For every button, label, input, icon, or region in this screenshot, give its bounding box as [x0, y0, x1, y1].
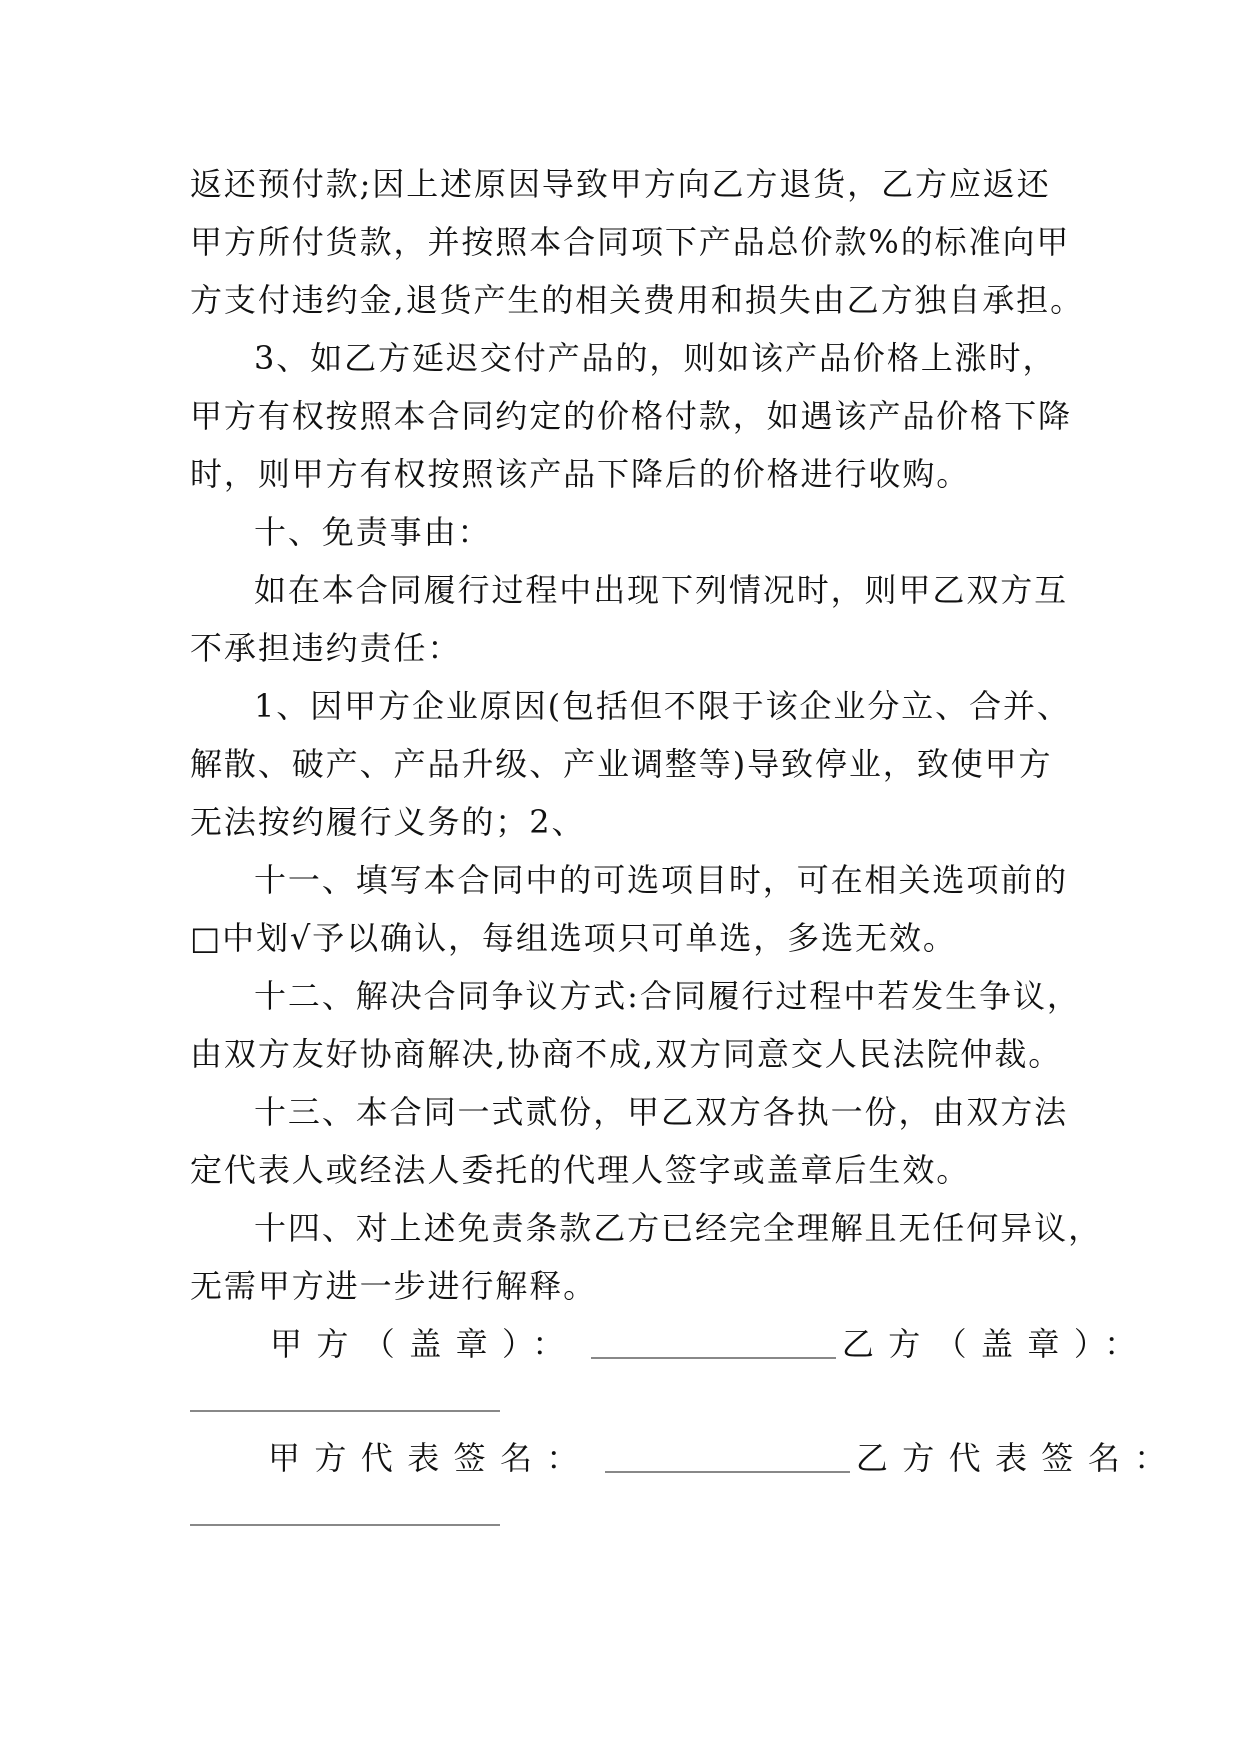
text-line: □中划√予以确认，每组选项只可单选，多选无效。	[190, 919, 957, 957]
text-line: 方支付违约金,退货产生的相关费用和损失由乙方独自承担。	[190, 281, 1085, 319]
text-line: 时，则甲方有权按照该产品下降后的价格进行收购。	[190, 455, 971, 493]
party-a-seal-label: 甲方（盖章）：	[270, 1325, 579, 1363]
text-line: 十一、填写本合同中的可选项目时，可在相关选项前的	[254, 861, 1069, 899]
party-a-rep-label: 甲方代表签名：	[268, 1439, 593, 1477]
seal-signature-row	[270, 1322, 1151, 1366]
text-line: 不承担违约责任：	[190, 629, 462, 667]
representative-signature-row	[268, 1436, 1181, 1480]
party-b-rep-label: 乙方代表签名：	[855, 1439, 1181, 1477]
text-line: 3、如乙方延迟交付产品的，则如该产品价格上涨时，	[254, 339, 1057, 377]
text-line: 十四、对上述免责条款乙方已经完全理解且无任何异议，	[254, 1209, 1103, 1247]
party-b-rep-blank[interactable]	[190, 1524, 500, 1526]
party-a-rep-blank[interactable]	[605, 1471, 850, 1473]
text-line: 解散、破产、产品升级、产业调整等)导致停业，致使甲方	[190, 745, 1053, 783]
text-line: 由双方友好协商解决,协商不成,双方同意交人民法院仲裁。	[190, 1035, 1063, 1073]
text-line: 十三、本合同一式贰份，甲乙双方各执一份，由双方法	[254, 1093, 1069, 1131]
text-line: 甲方有权按照本合同约定的价格付款，如遇该产品价格下降	[190, 397, 1072, 435]
section-heading: 十、免责事由：	[254, 513, 492, 551]
text-line: 定代表人或经法人委托的代理人签字或盖章后生效。	[190, 1151, 971, 1189]
text-line: 返还预付款;因上述原因导致甲方向乙方退货，乙方应返还	[190, 165, 1051, 203]
party-b-seal-blank[interactable]	[190, 1410, 500, 1412]
text-line: 1、因甲方企业原因(包括但不限于该企业分立、合并、	[254, 687, 1071, 725]
party-b-seal-label: 乙方（盖章）：	[841, 1325, 1151, 1363]
text-line: 如在本合同履行过程中出现下列情况时，则甲乙双方互	[254, 571, 1069, 609]
party-a-seal-blank[interactable]	[591, 1357, 836, 1359]
text-line: 无法按约履行义务的；2、	[190, 803, 586, 841]
text-line: 无需甲方进一步进行解释。	[190, 1267, 598, 1305]
text-line: 甲方所付货款，并按照本合同项下产品总价款%的标准向甲	[190, 223, 1071, 261]
text-line: 十二、解决合同争议方式:合同履行过程中若发生争议，	[254, 977, 1081, 1015]
